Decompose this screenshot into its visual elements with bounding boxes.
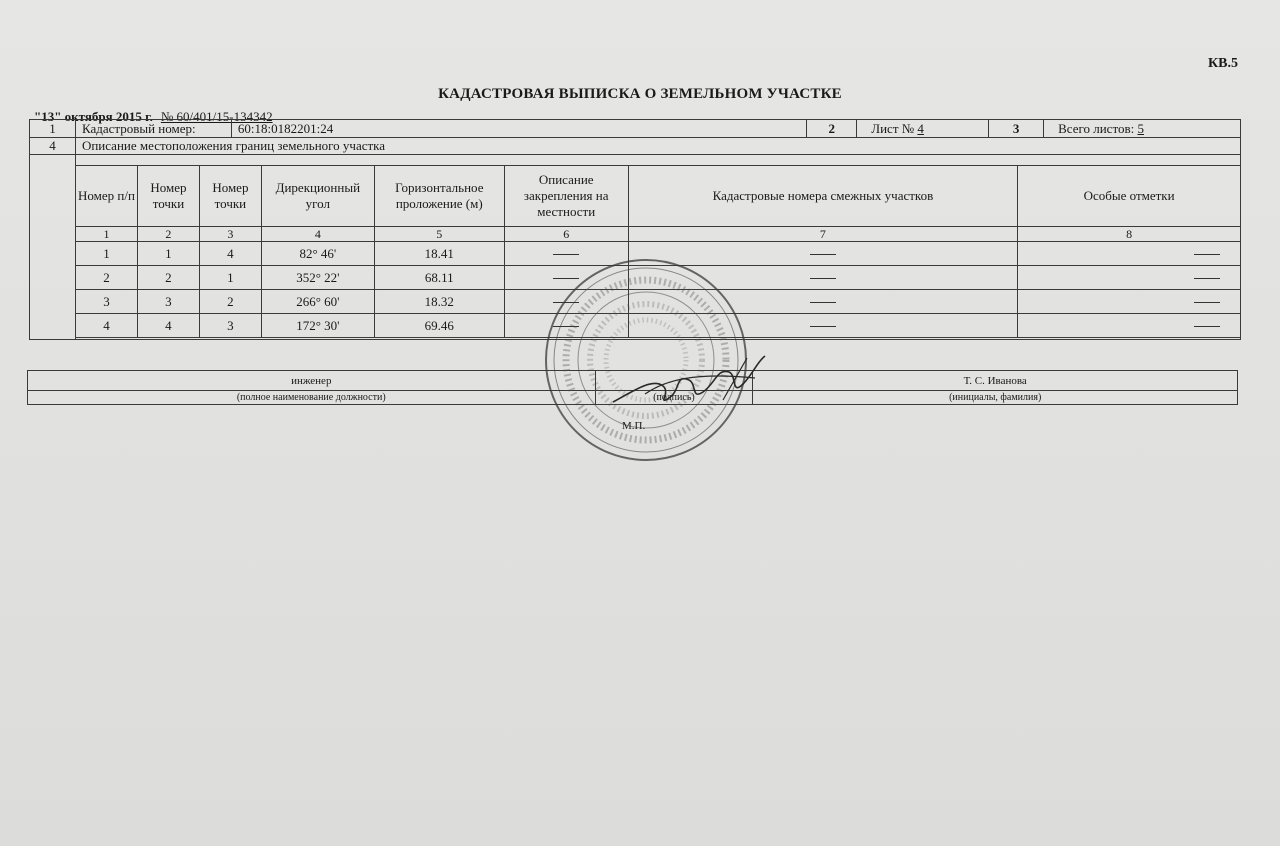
horizontal-length: 18.32 xyxy=(374,290,504,314)
column-header: Дирекционный угол xyxy=(261,166,374,227)
position-caption: (полное наименование должности) xyxy=(28,391,596,405)
document-number: № 60/401/15-134342 xyxy=(160,109,273,124)
bearing-angle: 82° 46' xyxy=(261,242,374,266)
field-number-3: 3 xyxy=(989,120,1044,138)
column-number: 2 xyxy=(137,227,199,242)
point-from: 4 xyxy=(137,314,199,338)
point-from: 1 xyxy=(137,242,199,266)
column-number: 3 xyxy=(199,227,261,242)
column-number: 7 xyxy=(628,227,1018,242)
total-sheets-label: Всего листов: xyxy=(1058,120,1135,136)
signature-caption: (подпись) xyxy=(595,391,753,405)
dash-mark xyxy=(1194,302,1220,303)
signature-scribble xyxy=(605,350,775,420)
issue-date: "13" октября 2015 г. xyxy=(34,109,153,124)
bearing-angle: 266° 60' xyxy=(261,290,374,314)
total-sheets xyxy=(1044,120,1241,138)
horizontal-length: 18.41 xyxy=(374,242,504,266)
point-to: 3 xyxy=(199,314,261,338)
horizontal-length: 69.46 xyxy=(374,314,504,338)
column-number: 5 xyxy=(374,227,504,242)
dash-mark xyxy=(810,302,836,303)
dash-mark xyxy=(810,326,836,327)
form-code: КВ.5 xyxy=(1208,56,1238,71)
field-number-1: 1 xyxy=(30,120,76,138)
sheet-label: Лист № xyxy=(871,120,915,136)
sheet-number xyxy=(857,120,989,138)
column-header: Номер точки xyxy=(199,166,261,227)
name-caption: (инициалы, фамилия) xyxy=(753,391,1238,405)
column-number: 6 xyxy=(504,227,628,242)
field-number-4: 4 xyxy=(30,138,76,155)
bearing-angle: 352° 22' xyxy=(261,266,374,290)
document-title: КАДАСТРОВАЯ ВЫПИСКА О ЗЕМЕЛЬНОМ УЧАСТКЕ xyxy=(438,86,842,102)
column-header: Номер точки xyxy=(137,166,199,227)
column-header: Горизонтальное проложение (м) xyxy=(374,166,504,227)
column-header: Особые отметки xyxy=(1018,166,1241,227)
point-to: 1 xyxy=(199,266,261,290)
field-number-2: 2 xyxy=(807,120,857,138)
column-header: Кадастровые номера смежных участков xyxy=(628,166,1018,227)
point-from: 2 xyxy=(137,266,199,290)
point-to: 2 xyxy=(199,290,261,314)
dash-mark xyxy=(1194,326,1220,327)
column-header: Описание закрепления на местности xyxy=(504,166,628,227)
point-to: 4 xyxy=(199,242,261,266)
column-number: 4 xyxy=(261,227,374,242)
horizontal-length: 68.11 xyxy=(374,266,504,290)
row-number: 3 xyxy=(76,290,138,314)
cadastral-number-value: 60:18:0182201:24 xyxy=(231,120,806,138)
column-number: 8 xyxy=(1018,227,1241,242)
section-title: Описание местоположения границ земельного участка xyxy=(75,138,1240,155)
row-number: 1 xyxy=(76,242,138,266)
name-value: Т. С. Иванова xyxy=(753,371,1238,391)
dash-mark xyxy=(810,278,836,279)
dash-mark xyxy=(810,254,836,255)
cadastral-number-label: Кадастровый номер: xyxy=(75,120,231,138)
dash-mark xyxy=(1194,254,1220,255)
total-sheets-value: 5 xyxy=(1137,120,1144,136)
row-number: 2 xyxy=(76,266,138,290)
row-number: 4 xyxy=(76,314,138,338)
bearing-angle: 172° 30' xyxy=(261,314,374,338)
seal-caption: М.П. xyxy=(622,420,646,432)
point-from: 3 xyxy=(137,290,199,314)
dash-mark xyxy=(1194,278,1220,279)
position-value: инженер xyxy=(28,371,596,391)
column-number-row xyxy=(76,227,1241,242)
sheet-value: 4 xyxy=(917,120,924,136)
column-header: Номер п/п xyxy=(76,166,138,227)
table-header-row xyxy=(76,166,1241,227)
column-number: 1 xyxy=(76,227,138,242)
